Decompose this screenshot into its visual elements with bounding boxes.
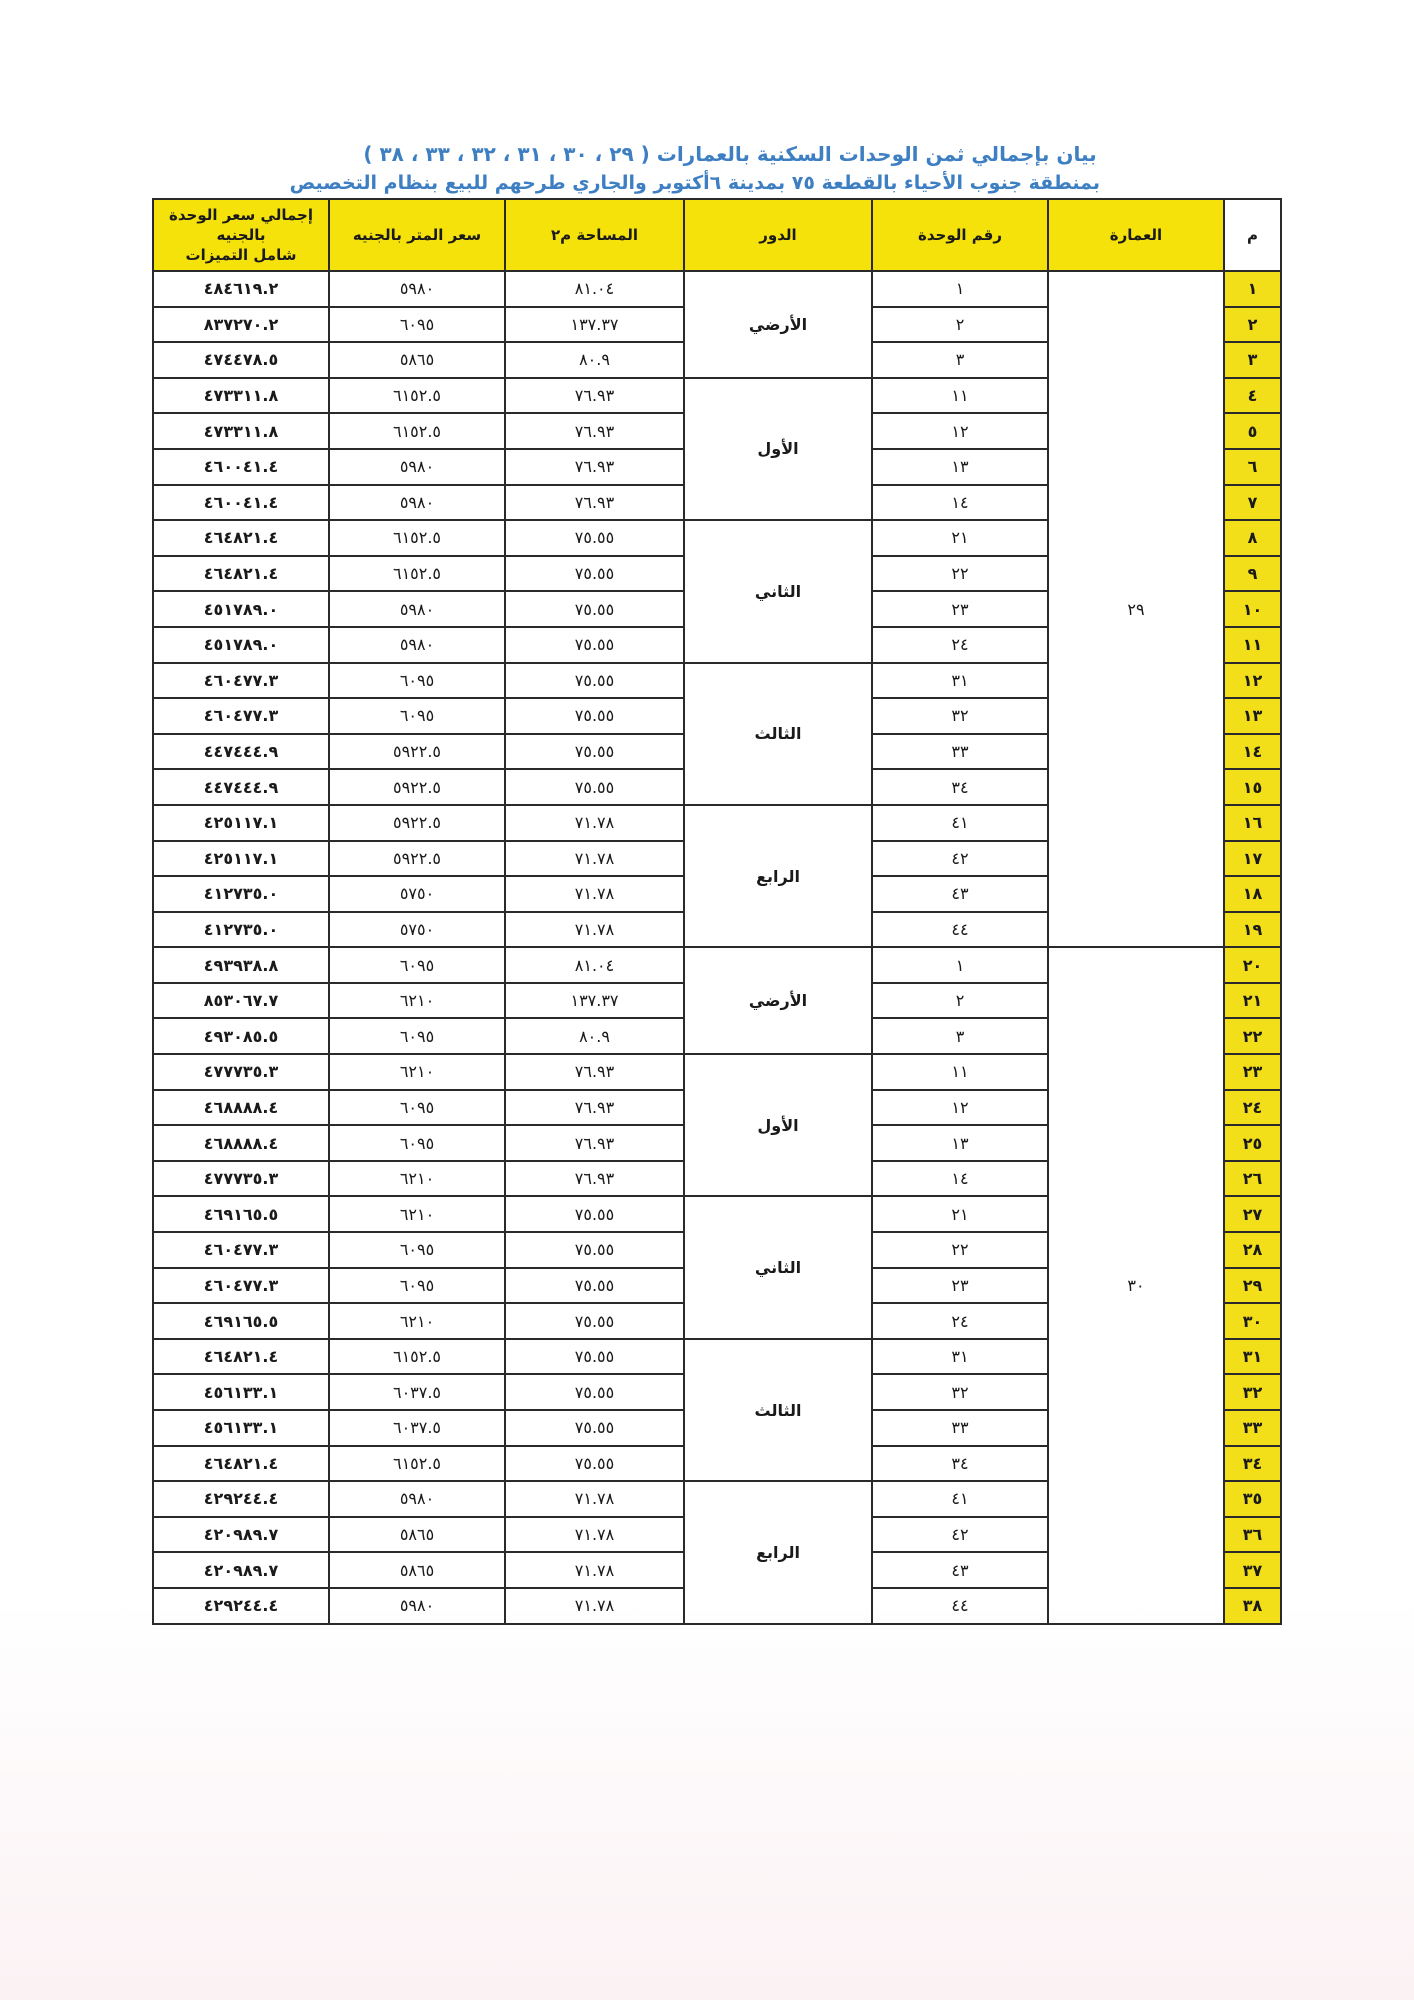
price-per-meter: ٦٢١٠ [329,1054,505,1090]
unit-total-price: ٤٥٦١٣٣.١ [153,1410,329,1446]
price-per-meter: ٥٩٨٠ [329,271,505,307]
row-index: ٣٢ [1224,1374,1281,1410]
unit-number: ٢٢ [872,556,1048,592]
unit-total-price: ٤٥١٧٨٩.٠ [153,627,329,663]
unit-total-price: ٤٢٥١١٧.١ [153,841,329,877]
unit-total-price: ٨٣٧٢٧٠.٢ [153,307,329,343]
row-index: ٣٤ [1224,1446,1281,1482]
row-index: ١٢ [1224,663,1281,699]
unit-area: ٧١.٧٨ [505,1481,684,1517]
row-index: ٣٠ [1224,1303,1281,1339]
unit-total-price: ٤٦٤٨٢١.٤ [153,1339,329,1375]
unit-area: ٧٥.٥٥ [505,698,684,734]
price-per-meter: ٥٩٢٢.٥ [329,841,505,877]
unit-number: ٤١ [872,1481,1048,1517]
row-index: ٢٣ [1224,1054,1281,1090]
price-per-meter: ٦٢١٠ [329,1196,505,1232]
unit-number: ٣٣ [872,734,1048,770]
row-index: ٢١ [1224,983,1281,1019]
unit-area: ٧٥.٥٥ [505,1339,684,1375]
price-per-meter: ٦٠٩٥ [329,307,505,343]
unit-number: ٤٣ [872,876,1048,912]
unit-area: ٧٦.٩٣ [505,378,684,414]
row-index: ٣٣ [1224,1410,1281,1446]
unit-number: ٢٢ [872,1232,1048,1268]
unit-area: ٧١.٧٨ [505,1517,684,1553]
unit-total-price: ٤٥١٧٨٩.٠ [153,591,329,627]
unit-area: ٧٥.٥٥ [505,1196,684,1232]
unit-total-price: ٤٦٠٤٧٧.٣ [153,663,329,699]
unit-number: ٢١ [872,520,1048,556]
unit-total-price: ٤٦٠٤٧٧.٣ [153,1232,329,1268]
row-index: ٤ [1224,378,1281,414]
unit-total-price: ٤٤٧٤٤٤.٩ [153,769,329,805]
unit-number: ١٤ [872,1161,1048,1197]
unit-area: ٧٥.٥٥ [505,1446,684,1482]
price-per-meter: ٦٢١٠ [329,1161,505,1197]
unit-area: ٧٥.٥٥ [505,1268,684,1304]
unit-total-price: ٤٢٠٩٨٩.٧ [153,1517,329,1553]
unit-area: ٧٥.٥٥ [505,1232,684,1268]
price-per-meter: ٥٩٢٢.٥ [329,769,505,805]
unit-number: ٣٢ [872,698,1048,734]
unit-number: ١٣ [872,1125,1048,1161]
floor-label: الرابع [684,805,872,947]
building-number: ٢٩ [1048,271,1224,947]
price-per-meter: ٦١٥٢.٥ [329,556,505,592]
unit-area: ٧٥.٥٥ [505,769,684,805]
unit-area: ٧٦.٩٣ [505,1054,684,1090]
price-per-meter: ٦٠٣٧.٥ [329,1410,505,1446]
header-total-line2: بالجنيه [216,226,266,244]
price-per-meter: ٦٠٩٥ [329,1018,505,1054]
unit-number: ١٤ [872,485,1048,521]
unit-area: ٧١.٧٨ [505,876,684,912]
unit-number: ٢٣ [872,591,1048,627]
floor-label: الثاني [684,1196,872,1338]
row-index: ١ [1224,271,1281,307]
row-index: ٩ [1224,556,1281,592]
price-per-meter: ٥٩٨٠ [329,485,505,521]
unit-area: ٨١.٠٤ [505,271,684,307]
price-per-meter: ٦٠٩٥ [329,698,505,734]
floor-label: الثاني [684,520,872,662]
row-index: ٣١ [1224,1339,1281,1375]
unit-number: ٣ [872,342,1048,378]
unit-number: ٣ [872,1018,1048,1054]
header-total-price [153,199,329,271]
unit-number: ١١ [872,378,1048,414]
row-index: ٦ [1224,449,1281,485]
unit-area: ٧١.٧٨ [505,912,684,948]
unit-total-price: ٤٢٩٢٤٤.٤ [153,1588,329,1624]
price-per-meter: ٦١٥٢.٥ [329,520,505,556]
row-index: ٢ [1224,307,1281,343]
price-per-meter: ٦٠٣٧.٥ [329,1374,505,1410]
unit-total-price: ٤٦٠٤٧٧.٣ [153,698,329,734]
unit-number: ٢٤ [872,1303,1048,1339]
unit-area: ٧٦.٩٣ [505,1125,684,1161]
row-index: ٧ [1224,485,1281,521]
row-index: ٢٢ [1224,1018,1281,1054]
row-index: ١٨ [1224,876,1281,912]
unit-number: ٢١ [872,1196,1048,1232]
unit-number: ٤٤ [872,1588,1048,1624]
unit-number: ٣٣ [872,1410,1048,1446]
unit-area: ٧٥.٥٥ [505,1374,684,1410]
unit-total-price: ٤٦٠٠٤١.٤ [153,485,329,521]
unit-total-price: ٤٤٧٤٤٤.٩ [153,734,329,770]
price-per-meter: ٦١٥٢.٥ [329,1339,505,1375]
price-per-meter: ٦٢١٠ [329,983,505,1019]
unit-number: ٤٤ [872,912,1048,948]
unit-number: ٢ [872,307,1048,343]
unit-total-price: ٤٧٤٤٧٨.٥ [153,342,329,378]
floor-label: الثالث [684,1339,872,1481]
header-index: م [1224,199,1281,271]
unit-area: ٧٥.٥٥ [505,591,684,627]
unit-area: ٧١.٧٨ [505,841,684,877]
row-index: ١٥ [1224,769,1281,805]
unit-area: ٧٥.٥٥ [505,627,684,663]
unit-number: ٣٢ [872,1374,1048,1410]
row-index: ٢٤ [1224,1090,1281,1126]
unit-number: ٢٣ [872,1268,1048,1304]
header-price-per-meter: سعر المتر بالجنيه [329,199,505,271]
price-per-meter: ٥٩٨٠ [329,449,505,485]
unit-area: ٧١.٧٨ [505,1552,684,1588]
unit-total-price: ٤٢٠٩٨٩.٧ [153,1552,329,1588]
price-per-meter: ٦٠٩٥ [329,1268,505,1304]
price-per-meter: ٥٩٢٢.٥ [329,805,505,841]
unit-total-price: ٤٥٦١٣٣.١ [153,1374,329,1410]
header-area: المساحة م٢ [505,199,684,271]
unit-total-price: ٤٦٤٨٢١.٤ [153,556,329,592]
price-per-meter: ٥٩٨٠ [329,591,505,627]
row-index: ٢٨ [1224,1232,1281,1268]
unit-number: ٣١ [872,663,1048,699]
unit-total-price: ٤٩٣٩٣٨.٨ [153,947,329,983]
price-per-meter: ٦٠٩٥ [329,947,505,983]
row-index: ٥ [1224,413,1281,449]
unit-number: ١ [872,947,1048,983]
header-total-line3: شامل التميزات [185,246,297,264]
unit-area: ٨٠.٩ [505,1018,684,1054]
unit-total-price: ٤٩٣٠٨٥.٥ [153,1018,329,1054]
unit-area: ١٣٧.٣٧ [505,983,684,1019]
row-index: ٣ [1224,342,1281,378]
row-index: ٢٩ [1224,1268,1281,1304]
price-per-meter: ٦١٥٢.٥ [329,378,505,414]
unit-area: ٧٥.٥٥ [505,663,684,699]
unit-total-price: ٤٦٩١٦٥.٥ [153,1196,329,1232]
unit-number: ٢ [872,983,1048,1019]
unit-area: ٧٥.٥٥ [505,520,684,556]
unit-area: ٧٥.٥٥ [505,1410,684,1446]
price-per-meter: ٥٩٢٢.٥ [329,734,505,770]
document-title: بيان بإجمالي ثمن الوحدات السكنية بالعمارات ( ٢٩ ، ٣٠ ، ٣١ ، ٣٢ ، ٣٣ ، ٣٨ ) [363,142,1097,166]
unit-total-price: ٤٦٨٨٨٨.٤ [153,1090,329,1126]
price-per-meter: ٦٠٩٥ [329,663,505,699]
unit-area: ١٣٧.٣٧ [505,307,684,343]
price-per-meter: ٥٩٨٠ [329,1481,505,1517]
unit-total-price: ٤٦٤٨٢١.٤ [153,1446,329,1482]
table-row [153,947,1281,983]
row-index: ١١ [1224,627,1281,663]
unit-area: ٧٥.٥٥ [505,556,684,592]
unit-area: ٨١.٠٤ [505,947,684,983]
unit-number: ٤٢ [872,841,1048,877]
unit-total-price: ٤٢٥١١٧.١ [153,805,329,841]
price-per-meter: ٥٩٨٠ [329,1588,505,1624]
price-per-meter: ٥٧٥٠ [329,912,505,948]
unit-area: ٧٥.٥٥ [505,1303,684,1339]
unit-area: ٧١.٧٨ [505,805,684,841]
price-per-meter: ٦٢١٠ [329,1303,505,1339]
unit-number: ١٢ [872,1090,1048,1126]
unit-total-price: ٤٨٤٦١٩.٢ [153,271,329,307]
building-number: ٣٠ [1048,947,1224,1623]
price-per-meter: ٥٨٦٥ [329,1552,505,1588]
row-index: ٣٧ [1224,1552,1281,1588]
unit-number: ٤٣ [872,1552,1048,1588]
unit-total-price: ٤٦٤٨٢١.٤ [153,520,329,556]
unit-number: ٤٢ [872,1517,1048,1553]
floor-label: الرابع [684,1481,872,1623]
unit-number: ٣٤ [872,1446,1048,1482]
unit-total-price: ٤٧٧٧٣٥.٣ [153,1161,329,1197]
table-header-row [153,199,1281,271]
unit-number: ١ [872,271,1048,307]
price-per-meter: ٦٠٩٥ [329,1125,505,1161]
unit-area: ٧٦.٩٣ [505,413,684,449]
price-per-meter: ٥٧٥٠ [329,876,505,912]
floor-label: الثالث [684,663,872,805]
row-index: ٢٠ [1224,947,1281,983]
unit-total-price: ٤٦٠٤٧٧.٣ [153,1268,329,1304]
unit-area: ٧٦.٩٣ [505,485,684,521]
row-index: ١٠ [1224,591,1281,627]
row-index: ١٤ [1224,734,1281,770]
unit-number: ١١ [872,1054,1048,1090]
unit-number: ٢٤ [872,627,1048,663]
unit-area: ٧٦.٩٣ [505,449,684,485]
price-per-meter: ٦١٥٢.٥ [329,1446,505,1482]
unit-total-price: ٨٥٣٠٦٧.٧ [153,983,329,1019]
floor-label: الأرضي [684,947,872,1054]
document-subtitle: بمنطقة جنوب الأحياء بالقطعة ٧٥ بمدينة ٦أكتوبر والجاري طرحهم للبيع بنظام التخصيص [289,172,1100,194]
unit-area: ٧٦.٩٣ [505,1161,684,1197]
price-per-meter: ٦١٥٢.٥ [329,413,505,449]
row-index: ١٣ [1224,698,1281,734]
unit-total-price: ٤٢٩٢٤٤.٤ [153,1481,329,1517]
table-row [153,271,1281,307]
unit-total-price: ٤٦٩١٦٥.٥ [153,1303,329,1339]
floor-label: الأول [684,1054,872,1196]
row-index: ١٦ [1224,805,1281,841]
header-unit: رقم الوحدة [872,199,1048,271]
row-index: ٨ [1224,520,1281,556]
row-index: ٣٥ [1224,1481,1281,1517]
price-per-meter: ٦٠٩٥ [329,1090,505,1126]
unit-area: ٧٦.٩٣ [505,1090,684,1126]
header-floor: الدور [684,199,872,271]
unit-total-price: ٤٦٨٨٨٨.٤ [153,1125,329,1161]
unit-total-price: ٤٧٣٣١١.٨ [153,413,329,449]
unit-number: ٣٤ [872,769,1048,805]
row-index: ٢٥ [1224,1125,1281,1161]
header-total-line1: إجمالي سعر الوحدة [169,206,313,224]
row-index: ١٧ [1224,841,1281,877]
price-per-meter: ٥٨٦٥ [329,342,505,378]
floor-label: الأرضي [684,271,872,378]
row-index: ٣٦ [1224,1517,1281,1553]
unit-total-price: ٤٧٣٣١١.٨ [153,378,329,414]
price-per-meter: ٥٩٨٠ [329,627,505,663]
unit-number: ٤١ [872,805,1048,841]
unit-total-price: ٤١٢٧٣٥.٠ [153,876,329,912]
unit-total-price: ٤٧٧٧٣٥.٣ [153,1054,329,1090]
unit-total-price: ٤١٢٧٣٥.٠ [153,912,329,948]
unit-number: ١٣ [872,449,1048,485]
table-body [153,271,1281,1624]
unit-area: ٨٠.٩ [505,342,684,378]
row-index: ١٩ [1224,912,1281,948]
row-index: ٢٦ [1224,1161,1281,1197]
row-index: ٣٨ [1224,1588,1281,1624]
units-price-table [152,198,1282,1625]
unit-total-price: ٤٦٠٠٤١.٤ [153,449,329,485]
unit-area: ٧١.٧٨ [505,1588,684,1624]
unit-area: ٧٥.٥٥ [505,734,684,770]
price-per-meter: ٥٨٦٥ [329,1517,505,1553]
header-building: العمارة [1048,199,1224,271]
unit-number: ٣١ [872,1339,1048,1375]
row-index: ٢٧ [1224,1196,1281,1232]
price-per-meter: ٦٠٩٥ [329,1232,505,1268]
floor-label: الأول [684,378,872,520]
unit-number: ١٢ [872,413,1048,449]
